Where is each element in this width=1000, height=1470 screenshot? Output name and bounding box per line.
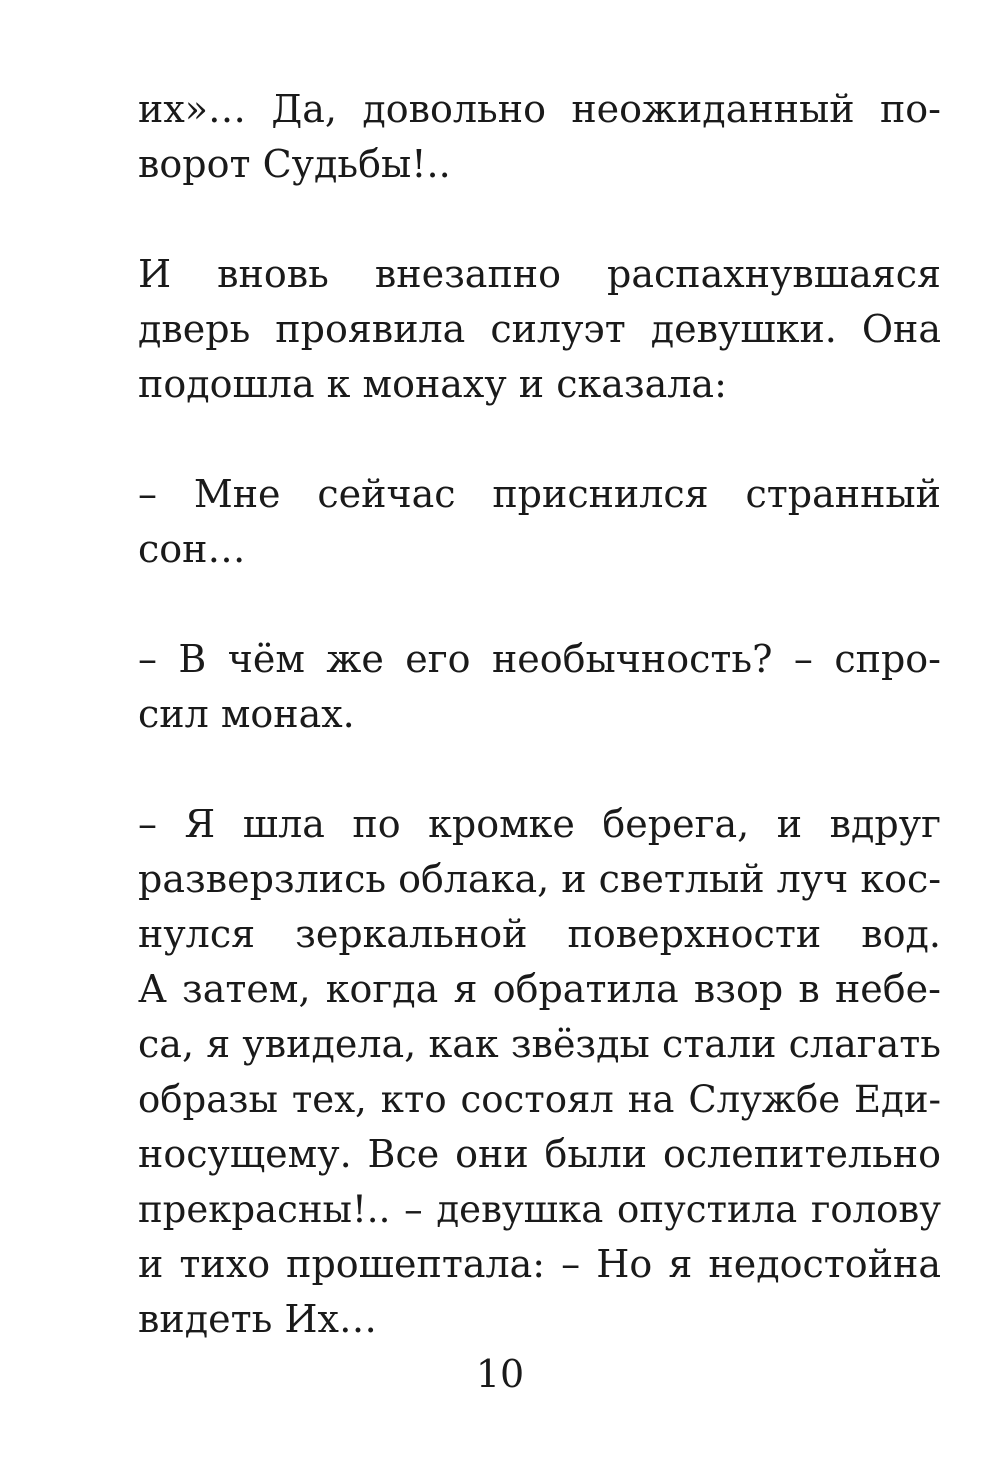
text-line: сон… — [138, 527, 246, 571]
paragraph-1 — [138, 82, 941, 192]
text-line: их»… Да, довольно неожиданный по- — [138, 87, 941, 131]
paragraph-3 — [138, 467, 941, 577]
paragraph-5 — [138, 797, 941, 1347]
text-line: – Я шла по кромке берега, и вдруг — [138, 802, 941, 846]
text-line: видеть Их… — [138, 1297, 377, 1341]
paragraph-gap — [138, 412, 941, 467]
text-line: дверь проявила силуэт девушки. Она — [138, 307, 941, 351]
page-number: 10 — [475, 1352, 525, 1396]
paragraph-gap — [138, 192, 941, 247]
text-line: разверзлись облака, и светлый луч кос- — [138, 857, 941, 901]
text-line: са, я увидела, как звёзды стали слагать — [138, 1022, 941, 1066]
text-line: А затем, когда я обратила взор в небе- — [138, 967, 941, 1011]
paragraph-4 — [138, 632, 941, 742]
text-line: – Мне сейчас приснился странный — [138, 472, 941, 516]
text-line: носущему. Все они были ослепительно — [138, 1132, 941, 1176]
paragraph-gap — [138, 577, 941, 632]
paragraph-gap — [138, 742, 941, 797]
text-line: И вновь внезапно распахнувшаяся — [138, 252, 941, 296]
text-line: подошла к монаху и сказала: — [138, 362, 727, 406]
text-line: и тихо прошептала: – Но я недостойна — [138, 1242, 941, 1286]
text-line: – В чём же его необычность? – спро- — [138, 637, 941, 681]
page-body — [138, 82, 941, 1347]
text-line: образы тех, кто состоял на Службе Еди- — [138, 1078, 941, 1121]
text-line: нулся зеркальной поверхности вод. — [138, 912, 941, 956]
text-line: сил монах. — [138, 692, 355, 736]
text-line: ворот Судьбы!.. — [138, 142, 451, 186]
paragraph-2 — [138, 247, 941, 412]
text-line: прекрасны!.. – девушка опустила голову — [138, 1188, 941, 1231]
